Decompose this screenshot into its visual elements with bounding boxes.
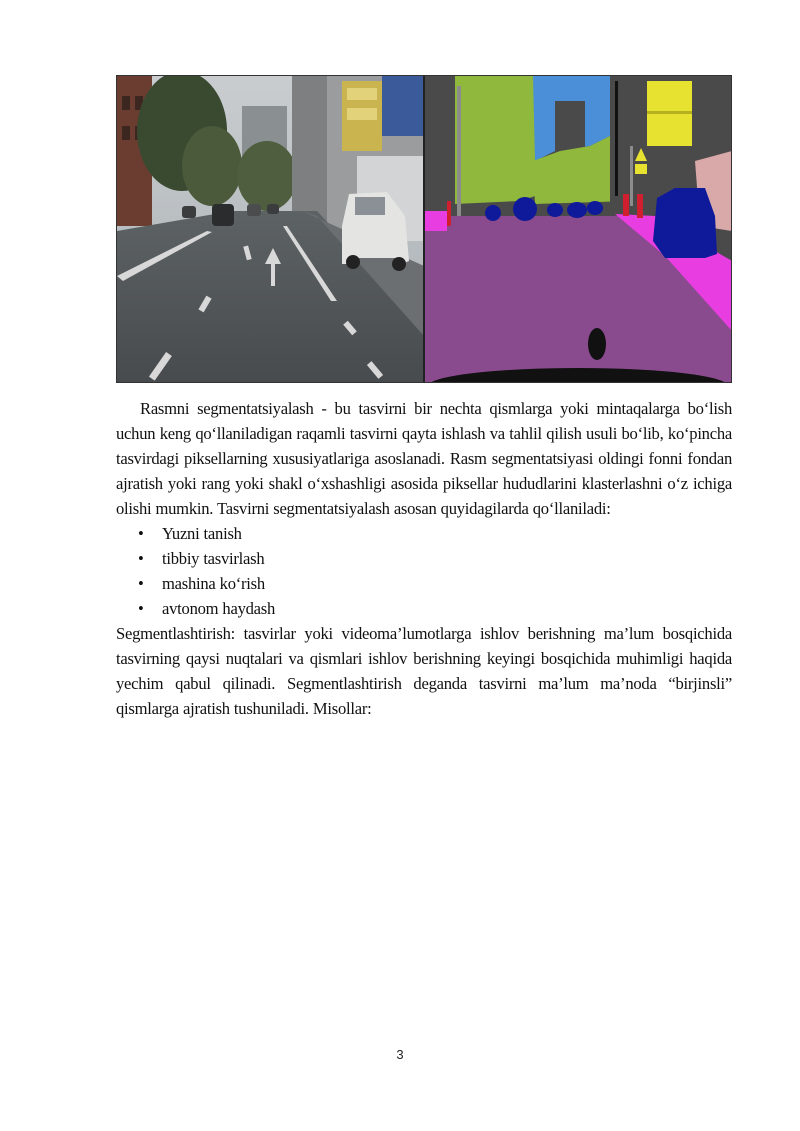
list-item-label: tibbiy tasvirlash <box>162 549 265 568</box>
page-number: 3 <box>396 1047 404 1062</box>
paragraph-segmentation: Segmentlashtirish: tasvirlar yoki videoma’lumotlarga ishlov berishning ma’lum bosqichida tasvirning qaysi nuqtalari va qismlari ishlov berishning keyingi bosqichida muhimligi haqida yechim qabul qilinadi. Segmentlashtirish deganda tasvirni ma’lum ma’noda “birjinsli” qismlarga ajratish tushuniladi. Misollar: <box>116 624 732 718</box>
paragraph-intro: Rasmni segmentatsiyalash - bu tasvirni bir nechta qismlarga yoki mintaqalarga bo‘lish uchun keng qo‘llaniladigan raqamli tasvirni qayta ishlash va tahlil qilish usuli bo‘lib, ko‘pincha tasvirdagi piksellarning xususiyatlariga asoslanadi. Rasm segmentatsiyasi oldingi fonni fondan ajratish yoki rang yoki shakl o‘xshashligi asosida piksellar hududlarini klasterlashni o‘z ichiga olishi mumkin. Tasvirni segmentatsiyalash asosan quyidagilarda qo‘llaniladi: <box>116 399 732 518</box>
street-photo <box>117 76 423 382</box>
list-item <box>116 521 732 546</box>
list-item-label: avtonom haydash <box>162 599 276 618</box>
list-item <box>116 571 732 596</box>
list-item <box>116 546 732 571</box>
segmentation-map <box>425 76 731 382</box>
bullet-icon: • <box>138 599 144 618</box>
list-item-label: mashina ko‘rish <box>162 574 265 593</box>
list-item-label: Yuzni tanish <box>162 524 242 543</box>
bullet-icon: • <box>138 524 144 543</box>
body-text <box>116 396 732 721</box>
segmentation-figure <box>116 75 732 383</box>
list-item <box>116 596 732 621</box>
bullet-icon: • <box>138 549 144 568</box>
bullet-icon: • <box>138 574 144 593</box>
application-list <box>116 521 732 621</box>
